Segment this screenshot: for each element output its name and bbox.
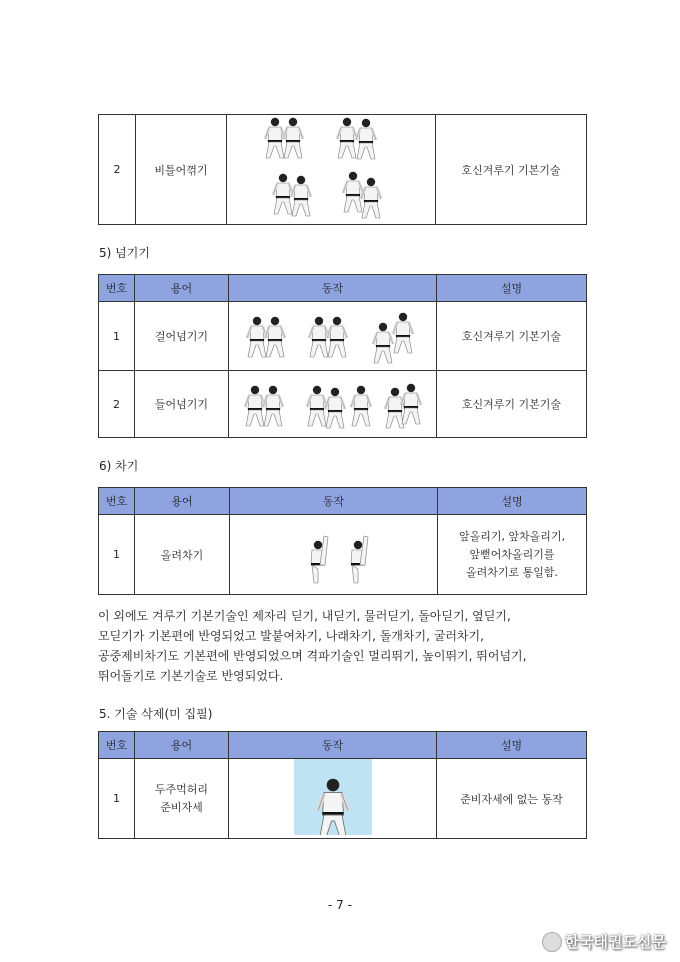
table-tech-delete xyxy=(98,731,587,839)
description-cell: 준비자세에 없는 동작 xyxy=(437,759,587,839)
header-number: 번호 xyxy=(99,732,135,759)
table-row xyxy=(99,515,587,595)
motion-image xyxy=(230,515,438,595)
paragraph-line: 이 외에도 겨루기 기본기술인 제자리 딛기, 내딛기, 물러딛기, 돌아딛기, 옆딛기, xyxy=(98,609,511,623)
row-number: 2 xyxy=(99,371,135,438)
paragraph-line: 뛰어돌기로 기본기술로 반영되었다. xyxy=(98,669,284,683)
page-number: - 7 - xyxy=(328,898,352,912)
header-description: 설명 xyxy=(437,732,587,759)
term-cell: 비틀어꺾기 xyxy=(136,115,227,225)
table-row xyxy=(99,115,587,225)
description-cell: 호신겨루기 기본기술 xyxy=(436,115,587,225)
body-paragraph xyxy=(98,606,598,686)
term-cell: 올려차기 xyxy=(135,515,230,595)
description-cell xyxy=(438,515,587,595)
term-line: 두주먹허리 xyxy=(154,782,209,796)
table-header-row xyxy=(99,732,587,759)
description-cell: 호신겨루기 기본기술 xyxy=(437,371,587,438)
header-number: 번호 xyxy=(99,488,135,515)
term-cell: 들어넘기기 xyxy=(135,371,229,438)
table-row xyxy=(99,371,587,438)
motion-image xyxy=(229,302,437,371)
term-line: 준비자세 xyxy=(160,800,203,814)
table-throws xyxy=(98,274,587,438)
term-cell xyxy=(135,759,229,839)
section-heading-kicks: 6) 차기 xyxy=(99,459,139,473)
row-number: 2 xyxy=(99,115,136,225)
term-cell: 걸어넘기기 xyxy=(135,302,229,371)
table-row xyxy=(99,759,587,839)
table-header-row xyxy=(99,275,587,302)
paragraph-line: 공중제비차기도 기본편에 반영되었으며 격파기술인 멀리뛰기, 높이뛰기, 뛰어넘기, xyxy=(98,649,527,663)
table-top xyxy=(98,114,587,225)
table-kicks xyxy=(98,487,587,595)
header-term: 용어 xyxy=(135,275,229,302)
header-motion: 동작 xyxy=(229,275,437,302)
section-heading-tech-delete: 5. 기술 삭제(미 집필) xyxy=(99,707,213,721)
motion-image xyxy=(229,371,437,438)
header-description: 설명 xyxy=(438,488,587,515)
header-description: 설명 xyxy=(437,275,587,302)
description-cell: 호신겨루기 기본기술 xyxy=(437,302,587,371)
header-motion: 동작 xyxy=(229,732,437,759)
table-row xyxy=(99,302,587,371)
row-number: 1 xyxy=(99,515,135,595)
motion-image xyxy=(227,115,436,225)
row-number: 1 xyxy=(99,302,135,371)
header-term: 용어 xyxy=(135,732,229,759)
header-term: 용어 xyxy=(135,488,230,515)
table-header-row xyxy=(99,488,587,515)
row-number: 1 xyxy=(99,759,135,839)
paragraph-line: 모딛기가 기본편에 반영되었고 발붙여차기, 나래차기, 돌개차기, 굴러차기, xyxy=(98,629,484,643)
header-motion: 동작 xyxy=(230,488,438,515)
header-number: 번호 xyxy=(99,275,135,302)
description-line: 앞뻗어차올리기를 xyxy=(469,547,555,561)
watermark-logo-icon xyxy=(542,932,562,952)
description-line: 앞올리기, 앞차올리기, xyxy=(458,529,566,543)
section-heading-throws: 5) 넘기기 xyxy=(99,246,150,260)
description-line: 올려차기로 통일함. xyxy=(465,565,558,579)
watermark: 한국태권도신문 xyxy=(564,933,666,951)
motion-image xyxy=(229,759,437,839)
